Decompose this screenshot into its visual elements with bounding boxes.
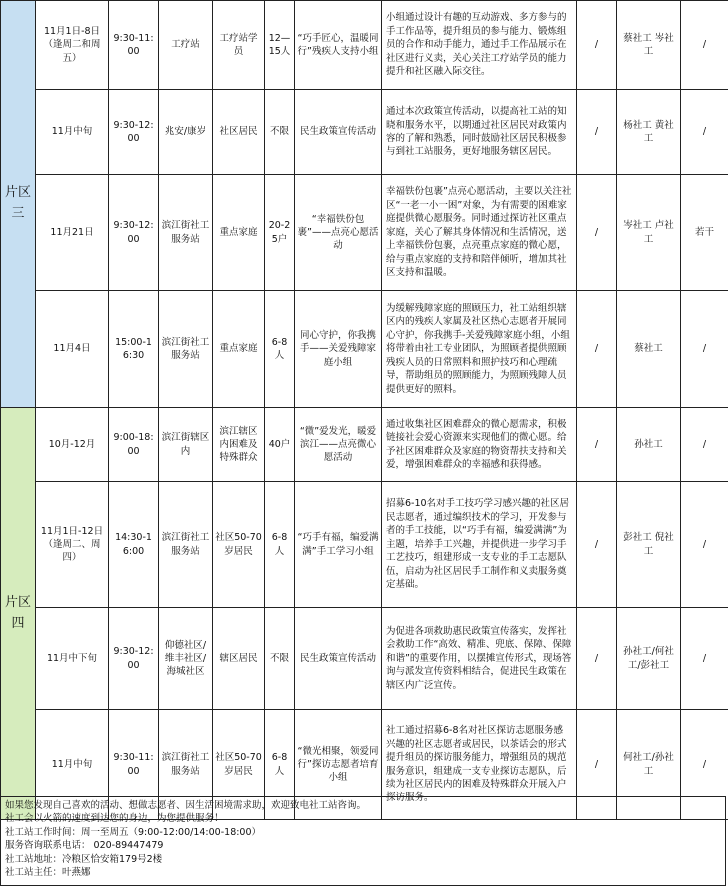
cell-description: 社工通过招募6-8名对社区探访志愿服务感兴趣的社区志愿者或居民，以茶话会的形式提升组员的探访服务能力，增强组员的规范服务意识，组建成一支专业探访志愿队，后续为社区居民内的困难及特殊群众开展入户探访服务。: [382, 710, 577, 820]
table-row: [1, 482, 728, 608]
cell-col10: /: [681, 710, 728, 820]
cell-date: 11月中旬: [36, 90, 109, 175]
cell-col10: /: [681, 1, 728, 90]
cell-activity-name: 民生政策宣传活动: [295, 90, 382, 175]
cell-staff: 蔡社工: [617, 291, 681, 408]
cell-venue: 仰德社区/维丰社区/海城社区: [159, 608, 213, 710]
cell-time: 9:30-12:00: [109, 175, 159, 291]
cell-description: 通过本次政策宣传活动，以提高社工站的知晓和服务水平，以期通过社区居民对政策内容的了解和熟悉，同时鼓励社区居民积极参与到社工站服务，更好地服务辖区居民。: [382, 90, 577, 175]
footer-director: 社工站主任：叶燕娜: [5, 867, 91, 879]
cell-target: 工疗站学员: [213, 1, 265, 90]
cell-target: 重点家庭: [213, 175, 265, 291]
table-row: [1, 608, 728, 710]
table-row: [1, 408, 728, 482]
cell-date: 11月中下旬: [36, 608, 109, 710]
zone-label-cell: [1, 408, 36, 820]
cell-staff: 何社工/孙社工: [617, 710, 681, 820]
cell-count: 6-8人: [265, 710, 295, 820]
table-row: [1, 1, 728, 90]
cell-date: 11月中旬: [36, 710, 109, 820]
cell-description: 幸福铁份包裹”点亮心愿活动，主要以关注社区“一老一小一困”对象，为有需要的困难家庭提供微心愿服务。同时通过探访社区重点家庭，关心了解其身体情况和生活情况，送上幸福铁份包裹，点亮重点家庭的微心愿，给与重点家庭的支持和陪伴倾听，增加其社区支持和温暖。: [382, 175, 577, 291]
cell-date: 11月1日-12日（逢周二、周四）: [36, 482, 109, 608]
footer-invitation: 如果您发现自己喜欢的活动、想做志愿者、因生活困境需求助，欢迎致电社工站咨询。: [5, 800, 367, 811]
cell-venue: 滨江街社工服务站: [159, 482, 213, 608]
cell-staff: 杨社工 黄社工: [617, 90, 681, 175]
footer-address: 社工站地址：冷粮区恰安箱179号2楼: [5, 853, 163, 865]
cell-activity-name: “巧手有福，编爱满满”手工学习小组: [295, 482, 382, 608]
cell-col10: /: [681, 291, 728, 408]
contact-footer: [0, 796, 726, 886]
cell-time: 15:00-16:30: [109, 291, 159, 408]
cell-activity-name: “微”爱发光，暖爱滨江——点亮微心愿活动: [295, 408, 382, 482]
table-row: [1, 90, 728, 175]
cell-col8: /: [577, 175, 617, 291]
cell-activity-name: “微光相聚，领爱同行”探访志愿者培育小组: [295, 710, 382, 820]
cell-col8: /: [577, 710, 617, 820]
cell-activity-name: 民生政策宣传活动: [295, 608, 382, 710]
cell-count: 20-25户: [265, 175, 295, 291]
cell-date: 11月4日: [36, 291, 109, 408]
zone-name: 片区四: [4, 594, 31, 631]
cell-activity-name: “巧手匠心，温暖同行”残疾人支持小组: [295, 1, 382, 90]
cell-time: 14:30-16:00: [109, 482, 159, 608]
cell-col8: /: [577, 291, 617, 408]
cell-target: 社区居民: [213, 90, 265, 175]
cell-count: 不限: [265, 90, 295, 175]
cell-venue: 工疗站: [159, 1, 213, 90]
cell-venue: 滨江街社工服务站: [159, 291, 213, 408]
cell-venue: 滨江街社工服务站: [159, 175, 213, 291]
cell-target: 社区50-70岁居民: [213, 482, 265, 608]
cell-col10: /: [681, 608, 728, 710]
cell-count: 12—15人: [265, 1, 295, 90]
footer-hours: 社工站工作时间：周一至周五（9:00-12:00/14:00-18:00）: [5, 826, 262, 838]
cell-date: 10月-12月: [36, 408, 109, 482]
cell-col10: /: [681, 482, 728, 608]
cell-col8: /: [577, 90, 617, 175]
zone-name: 片区三: [4, 185, 31, 221]
cell-count: 6-8人: [265, 482, 295, 608]
cell-staff: 岑社工 卢社工: [617, 175, 681, 291]
footer-promise: 社工会以火箭的速度到达您的身边，为您提供服务！: [5, 813, 224, 825]
cell-activity-name: 同心守护，你我携手——关爱残障家庭小组: [295, 291, 382, 408]
cell-time: 9:30-11:00: [109, 1, 159, 90]
cell-col10: /: [681, 90, 728, 175]
cell-date: 11月1日-8日（逢周二和周五）: [36, 1, 109, 90]
cell-description: 为促进各项救助惠民政策宣传落实，发挥社会救助工作“高效、精准、兜底、保障、保障和谐”的重要作用，以摆摊宣传形式，现场答询与派发宣传资料相结合，促进民生政策在辖区内广泛宣传。: [382, 608, 577, 710]
cell-col10: 若干: [681, 175, 728, 291]
cell-description: 小组通过设计有趣的互动游戏、多方参与的手工作品等，提升组员的参与能力、锻炼组员的合作和动手能力，通过手工作品展示在社区进行义卖，关心关注工疗站学员的能力提升和社区融入际交往。: [382, 1, 577, 90]
cell-col8: /: [577, 482, 617, 608]
table-row: [1, 291, 728, 408]
cell-activity-name: “幸福铁份包裹”——点亮心愿活动: [295, 175, 382, 291]
zone-label-cell: [1, 1, 36, 408]
cell-description: 为缓解残障家庭的照顾压力，社工站组织辖区内的残疾人家属及社区热心志愿者开展同心守护，你我携手-关爱残障家庭小组，小组将带着由社工专业团队，为照顾者提供照顾残疾人员的日常照料和照护技巧和心理疏导，帮助组员的照顾能力，为照顾残障人员提供更好的照料。: [382, 291, 577, 408]
cell-date: 11月21日: [36, 175, 109, 291]
cell-venue: 兆安/康岁: [159, 90, 213, 175]
cell-target: 社区50-70岁居民: [213, 710, 265, 820]
cell-staff: 孙社工/何社工/彭社工: [617, 608, 681, 710]
footer-phone: 服务咨询联系电话： 020-89447479: [5, 840, 164, 852]
table-row: [1, 175, 728, 291]
cell-staff: 彭社工 倪社工: [617, 482, 681, 608]
cell-time: 9:30-12:00: [109, 90, 159, 175]
cell-staff: 蔡社工 岑社工: [617, 1, 681, 90]
cell-col8: /: [577, 1, 617, 90]
cell-description: 招募6-10名对手工技巧学习感兴趣的社区居民志愿者，通过编织技术的学习，开发参与者的手工技能，以“巧手有福，编爱满满”为主题，培养手工兴趣，并提供进一步学习手工艺技巧，组建形成一支专业的手工志愿队伍，启动为社区居民手工制作和义卖服务奠定基础。: [382, 482, 577, 608]
cell-target: 重点家庭: [213, 291, 265, 408]
cell-col8: /: [577, 608, 617, 710]
cell-venue: 滨江街辖区内: [159, 408, 213, 482]
cell-time: 9:30-11:00: [109, 710, 159, 820]
cell-description: 通过收集社区困难群众的微心愿需求，积极链接社会爱心资源来实现他们的微心愿。给予社区困难群众及家庭的物资帮扶支持和关爱，增强困难群众的幸福感和获得感。: [382, 408, 577, 482]
cell-time: 9:30-12:00: [109, 608, 159, 710]
cell-target: 辖区居民: [213, 608, 265, 710]
cell-count: 不限: [265, 608, 295, 710]
cell-venue: 滨江街社工服务站: [159, 710, 213, 820]
cell-staff: 孙社工: [617, 408, 681, 482]
cell-count: 40户: [265, 408, 295, 482]
cell-count: 6-8人: [265, 291, 295, 408]
cell-col10: /: [681, 408, 728, 482]
cell-time: 9:00-18:00: [109, 408, 159, 482]
cell-col8: /: [577, 408, 617, 482]
cell-target: 滨江辖区内困难及特殊群众: [213, 408, 265, 482]
